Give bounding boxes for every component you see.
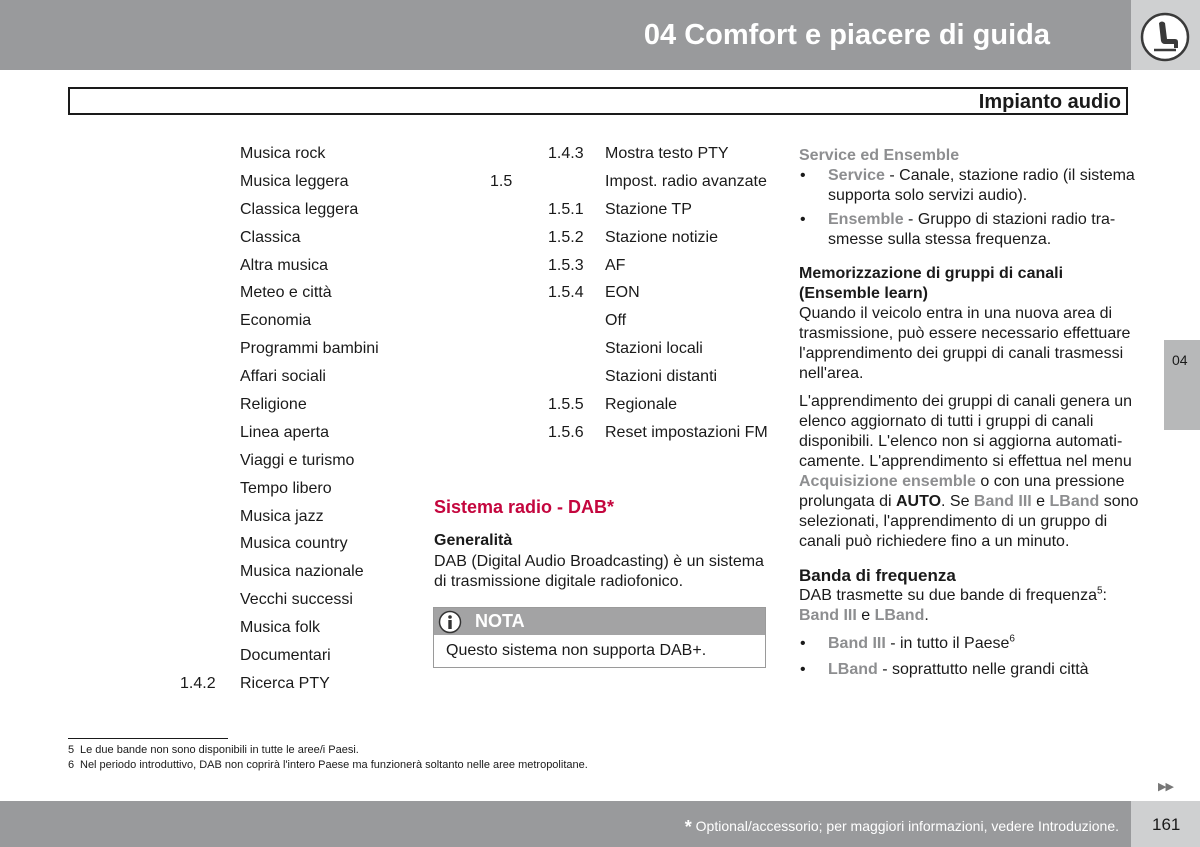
note-box (433, 607, 766, 668)
memo-paragraph-2: L'apprendimento dei gruppi di canali genera un elenco aggiornato di tutti i gruppi di canali disponibili. L'elenco non si aggiorna automaticamente. L'apprendimento si effettua nel menu Acquisizione ensemble o con una pressione prolungata di AUTO. Se Band III e LBand sono selezionati, l'apprendimento di un gruppo di canali può richiedere fino a un minuto. (799, 393, 1139, 550)
list-item: Stazioni distanti (605, 368, 718, 386)
list-item: 1.5.6 Reset impostazioni FM (548, 423, 768, 441)
bullet-icon: • (800, 661, 806, 678)
next-page-arrows-icon: ▶▶ (1158, 781, 1173, 793)
dab-details-column (799, 146, 1139, 680)
section-title: Impianto audio (978, 91, 1121, 113)
list-item: 1.4.3 Mostra testo PTY (548, 145, 729, 162)
list-item (799, 166, 1139, 206)
list-item: • Band III - in tutto il Paese$^6$ (800, 633, 1015, 652)
list-item: Tempo libero (240, 479, 332, 497)
list-item: Musica leggera (240, 172, 349, 190)
service-term: Service (828, 167, 885, 184)
list-item: Religione (240, 396, 307, 414)
list-item: Musica nazionale (240, 563, 364, 581)
dab-section-title: Sistema radio - DAB* (434, 497, 615, 517)
note-label: NOTA (475, 611, 525, 631)
list-item: Musica jazz (240, 507, 324, 525)
list-item: 1.5.5 Regionale (548, 396, 678, 414)
note-text: Questo sistema non supporta DAB+. (446, 642, 707, 659)
footer-bar (0, 801, 1131, 847)
memo-paragraph-1: Quando il veicolo entra in una nuova area di trasmissione, può essere necessario effettuare l'apprendimento dei gruppi di canali trasmessi nell'area. (799, 305, 1131, 382)
radio-settings-list (490, 144, 780, 471)
bullet-icon: • (800, 635, 806, 652)
memo-heading: Memorizzazione di gruppi di canali (Ensemble learn) (799, 265, 1064, 302)
footnote-5: 5 Le due bande non sono disponibili in tutte le aree/i Paesi. (68, 744, 359, 756)
list-item: 1.5.2 Stazione notizie (548, 228, 718, 246)
list-item: Altra musica (240, 256, 329, 274)
list-item: Viaggi e turismo (240, 451, 355, 469)
ensemble-term: Ensemble (828, 211, 904, 228)
list-item: Meteo e città (240, 284, 332, 302)
chapter-side-tab (1164, 340, 1200, 430)
bullet-icon: • (800, 167, 806, 184)
list-item: 1.5.1 Stazione TP (548, 200, 692, 218)
list-item: Musica folk (240, 619, 321, 637)
list-item: 1.4.2 Ricerca PTY (180, 674, 330, 692)
chapter-title: 04 Comfort e piacere di guida (643, 19, 1050, 51)
ensemble-text: - Gruppo di stazioni radio trasmesse sulla stessa frequenza. (828, 211, 1116, 248)
footnote-divider (68, 738, 228, 739)
note-header (434, 608, 765, 635)
band-heading: Banda di frequenza (799, 566, 956, 585)
list-item: Vecchi successi (240, 591, 353, 609)
info-icon (438, 610, 462, 634)
list-item: Off (605, 312, 627, 330)
list-item: Economia (240, 312, 312, 330)
list-item: 1.5.4 EON (548, 284, 640, 302)
general-heading: Generalità (434, 532, 513, 549)
list-item: Musica rock (240, 145, 326, 162)
page-number: 161 (1152, 815, 1181, 834)
list-item: 1.5 Impost. radio avanzate (490, 172, 767, 190)
service-heading: Service ed Ensemble (799, 147, 960, 164)
band-paragraph: DAB trasmette su due bande di frequenza$^5$: Band III e LBand. (799, 585, 1107, 624)
list-item: Classica (240, 228, 301, 246)
chapter-side-tab-label: 04 (1172, 352, 1188, 368)
list-item: Documentari (240, 647, 331, 665)
list-item (799, 210, 1139, 250)
footnote-6: 6 Nel periodo introduttivo, DAB non coprirà l'intero Paese ma funzionerà soltanto nelle aree metropolitane. (68, 759, 588, 771)
list-item: Linea aperta (240, 423, 329, 441)
seat-icon (1139, 11, 1191, 63)
footer-note: * Optional/accessorio; per maggiori informazioni, vedere Introduzione. (684, 817, 1119, 837)
page-number-box (1131, 801, 1200, 847)
list-item: 1.5.3 AF (548, 256, 626, 274)
list-item: Affari sociali (240, 368, 326, 386)
bullet-icon: • (800, 211, 806, 228)
header-bar (0, 0, 1131, 70)
list-item: Programmi bambini (240, 340, 379, 358)
list-item: • LBand - soprattutto nelle grandi città (800, 661, 1089, 678)
section-header-box (68, 87, 1128, 115)
list-item: Classica leggera (240, 200, 359, 218)
list-item: Stazioni locali (605, 340, 703, 358)
pty-genre-list (180, 144, 430, 702)
general-body: DAB (Digital Audio Broadcasting) è un sistema di trasmissione digitale radiofonico. (434, 553, 764, 590)
list-item: Musica country (240, 535, 348, 553)
service-text: - Canale, stazione radio (il sistema supporta solo servizi audio). (828, 167, 1135, 204)
